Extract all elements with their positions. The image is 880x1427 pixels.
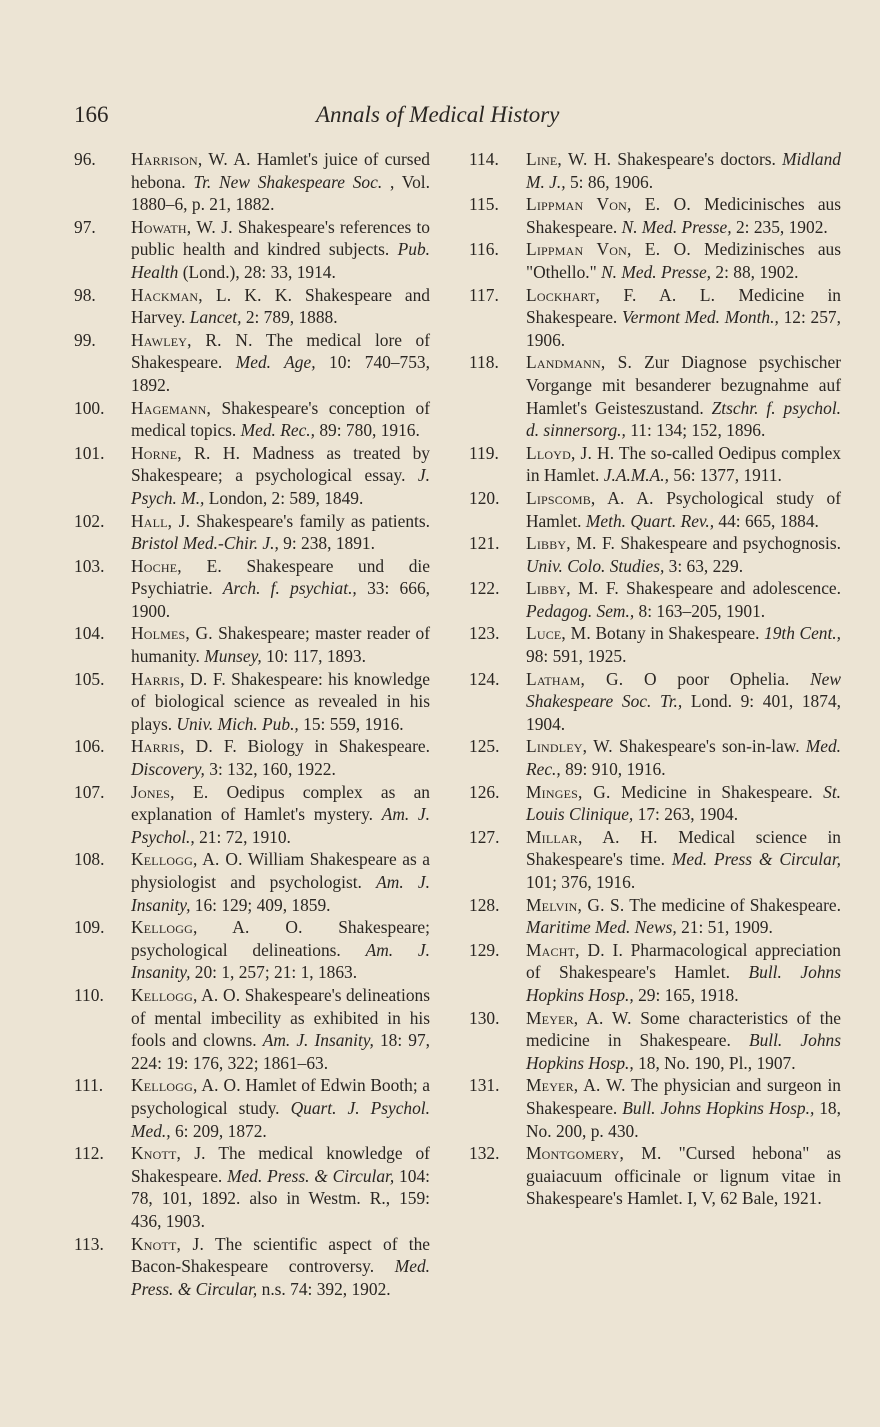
reference-journal: Med. Press & Circular, [671,849,842,870]
reference-author: Meyer, A. W. [526,1075,626,1096]
reference-number: 114. [469,149,499,169]
reference-author: Hoche, E. [131,555,222,576]
reference-entry [469,193,841,238]
reference-details: , Vol. 1880–6, p. 21, 1882. [131,171,430,215]
reference-journal: J.A.M.A., [603,465,669,486]
reference-title: Medicine in Shakespeare. [621,781,813,802]
reference-details: 2: 789, 1888. [245,307,338,328]
reference-journal: New Shakespeare Soc. Tr., [526,668,841,712]
reference-journal: Pub. Health [131,239,430,282]
reference-entry [74,1142,430,1232]
reference-author: Harrison, W. A. [131,149,251,169]
reference-title: Medical science in Shakespeare's time. [526,826,841,870]
reference-title: Shakespeare; master reader of humanity. [131,623,430,667]
reference-author: Horne, R. H. [131,442,241,463]
running-title: Annals of Medical History [316,102,560,127]
reference-entry [74,668,430,736]
reference-title: Medicine in Shakespeare. [526,284,841,328]
reference-number: 127. [469,826,500,847]
reference-number: 108. [74,849,105,870]
reference-author: Kellogg, A. O. [131,984,241,1005]
reference-author: Landmann, S. [526,352,633,373]
reference-author: Lippman Von, E. O. [526,239,691,260]
reference-author: Lipscomb, A. A. [526,487,654,508]
reference-author: Knott, J. [131,1143,206,1164]
reference-author: Luce, M. [526,623,591,644]
reference-journal: Med. Rec., [526,736,841,780]
reference-author: Melvin, G. S. [526,894,625,915]
reference-author: Hall, J. [131,510,191,531]
reference-journal: Univ. Colo. Studies, [526,555,665,576]
reference-number: 130. [469,1007,500,1028]
reference-number: 110. [74,984,104,1005]
reference-details: London, 2: 589, 1849. [208,487,364,508]
reference-title: Shakespeare's son-in-law. [619,736,800,757]
reference-title: The so-called Oedipus complex in Hamlet. [526,442,841,486]
reference-author: Lloyd, J. H. [526,442,615,463]
reference-author: Latham, G. [526,668,624,689]
reference-details: 16: 129; 409, 1859. [194,894,331,915]
reference-entry [469,1007,841,1075]
reference-journal: N. Med. Presse, [621,216,732,237]
reference-entry [74,148,430,216]
reference-number: 122. [469,578,500,599]
reference-entry [469,442,841,487]
reference-details: 12: 257, 1906. [526,307,841,350]
reference-details: 56: 1377, 1911. [673,465,782,486]
reference-entry [469,668,841,736]
reference-title: Biology in Shakespeare. [247,736,430,757]
reference-number: 112. [74,1143,104,1164]
reference-journal: Munsey, [204,646,262,667]
reference-entry [74,510,430,555]
reference-entry [74,1233,430,1301]
reference-author: Minges, G. [526,781,611,802]
reference-details: 10: 740–753, 1892. [131,352,430,395]
reference-number: 103. [74,555,105,576]
reference-details: 2: 88, 1902. [715,261,799,282]
reference-title: Shakespeare's family as patients. [196,510,430,531]
reference-details: 9: 238, 1891. [283,533,375,554]
reference-journal: 19th Cent., [764,623,842,644]
reference-number: 125. [469,736,500,757]
reference-number: 101. [74,442,105,463]
right-column [469,148,841,1210]
reference-entry [74,916,430,984]
reference-number: 131. [469,1075,500,1096]
reference-details: 11: 134; 152, 1896. [630,420,766,441]
reference-author: Lippman Von, E. O. [526,194,691,215]
reference-number: 106. [74,736,105,757]
reference-details: 5: 86, 1906. [569,171,654,192]
reference-author: Millar, A. H. [526,826,658,847]
reference-author: Kellogg, A. O. [131,849,243,870]
reference-details: 104: 78, 101, 1892. also in Westm. R., 159: 436, 1903. [131,1165,430,1231]
reference-journal: St. Louis Clinique, [526,781,842,825]
reference-number: 104. [74,623,105,644]
reference-title: Pharmacological appreciation of Shakespeare's Hamlet. [526,939,841,983]
reference-entry [74,284,430,329]
reference-entry [74,622,430,667]
reference-entry [469,1142,841,1210]
reference-journal: Tr. New Shakespeare Soc. [193,171,383,192]
reference-details: 98: 591, 1925. [526,646,627,667]
reference-number: 119. [469,442,499,463]
reference-journal: Am. J. Insanity, [131,872,430,915]
reference-number: 123. [469,623,500,644]
reference-entry [74,397,430,442]
reference-journal: Bull. Johns Hopkins Hosp., [526,962,841,1005]
reference-number: 120. [469,487,500,508]
reference-entry [469,487,841,532]
reference-author: Meyer, A. W. [526,1007,632,1028]
reference-details: 89: 780, 1916. [319,420,420,441]
reference-number: 113. [74,1233,104,1254]
reference-title: "Cursed hebona" as guaiacuum officinale or lignum vitae in Shakespeare's Hamlet. [526,1143,841,1209]
reference-details: 18, No. 190, Pl., 1907. [638,1052,796,1073]
reference-journal: Lancet, [189,307,242,328]
reference-details: 89: 910, 1916. [565,759,666,780]
reference-journal: Meth. Quart. Rev., [585,510,715,531]
reference-number: 99. [74,329,96,350]
reference-title: Some characteristics of the medicine in Shakespeare. [526,1007,841,1051]
reference-details: 3: 63, 229. [668,555,744,576]
reference-journal: J. Psych. M., [131,465,430,508]
reference-title: Shakespeare and adolescence. [626,578,841,599]
reference-entry [469,1074,841,1142]
reference-journal: Bristol Med.-Chir. J., [131,533,279,554]
reference-entry [74,216,430,284]
reference-details: 3: 132, 160, 1922. [209,759,336,780]
reference-title: Oedipus complex as an explanation of Hamlet's mystery. [131,781,430,825]
reference-entry [469,577,841,622]
reference-journal: Am. J. Insanity, [131,939,430,983]
reference-details: 6: 209, 1872. [174,1120,267,1141]
reference-author: Libby, M. F. [526,578,619,599]
reference-entry [469,148,841,193]
reference-entry [469,351,841,441]
reference-journal: Midland M. J., [526,149,841,192]
reference-author: Hackman, L. K. K. [131,284,293,305]
reference-author: Macht, D. I. [526,939,624,960]
reference-details: Lond. 9: 401, 1874, 1904. [526,691,841,734]
reference-journal: Arch. f. psychiat., [222,578,357,599]
reference-details: 33: 666, 1900. [131,578,430,621]
reference-journal: Univ. Mich. Pub., [176,713,299,734]
reference-journal: Med. Age, [235,352,316,373]
reference-entry [74,329,430,397]
reference-details: I, V, 62 Bale, 1921. [687,1188,822,1209]
reference-author: Howath, W. J. [131,216,233,237]
reference-entry [74,848,430,916]
reference-journal: Med. Press. & Circular, [227,1165,395,1186]
reference-journal: N. Med. Presse, [601,261,712,282]
reference-details: 17: 263, 1904. [637,804,739,825]
reference-title: The medical knowledge of Shakespeare. [131,1143,430,1186]
reference-title: Medicinisches aus Shakespeare. [526,194,842,237]
reference-title: The physician and surgeon in Shakespeare. [526,1075,841,1118]
reference-number: 121. [469,533,500,554]
reference-author: Harris, D. F. [131,736,237,757]
reference-journal: Med. Rec., [240,420,315,441]
reference-entry [469,826,841,894]
reference-journal: Maritime Med. News, [526,917,677,938]
reference-number: 107. [74,781,105,802]
reference-entry [469,735,841,780]
reference-number: 129. [469,939,500,960]
reference-author: Jones, E. [131,781,209,802]
reference-title: The scientific aspect of the Bacon-Shakespeare controversy. [131,1233,430,1277]
reference-number: 105. [74,668,105,689]
reference-entry [469,781,841,826]
reference-details: 18, No. 200, p. 430. [526,1097,841,1141]
reference-title: Madness as treated by Shakespeare; a psychological essay. [131,442,430,486]
reference-author: Line, W. H. [526,149,612,169]
reference-entry [469,284,841,352]
reference-number: 116. [469,239,499,260]
reference-title: Shakespeare und die Psychiatrie. [131,555,430,599]
reference-title: Shakespeare's doctors. [617,149,776,169]
reference-author: Hawley, R. N. [131,329,253,350]
reference-details: 20: 1, 257; 21: 1, 1863. [194,962,358,983]
reference-title: Psychological study of Hamlet. [526,487,842,531]
reference-number: 115. [469,194,499,215]
reference-title: Shakespeare: his knowledge of biological science as revealed in his plays. [131,668,430,734]
reference-number: 132. [469,1143,500,1164]
reference-number: 117. [469,284,499,305]
reference-title: Medizinisches aus "Othello." [526,239,842,282]
reference-number: 126. [469,781,500,802]
reference-journal: Am. J. Psychol., [131,804,430,847]
reference-entry [74,735,430,780]
reference-entry [469,238,841,283]
reference-number: 100. [74,397,105,418]
reference-entry [469,532,841,577]
reference-title: Shakespeare's conception of medical topics. [131,397,430,441]
reference-title: Hamlet's juice of cursed hebona. [131,149,430,192]
reference-title: Shakespeare; psychological delineations. [131,917,430,960]
reference-title: William Shakespeare as a physiologist and psychologist. [131,849,430,892]
reference-details: 44: 665, 1884. [718,510,819,531]
reference-number: 109. [74,917,105,938]
reference-title: Shakespeare and Harvey. [131,284,430,328]
reference-author: Holmes, G. [131,623,213,644]
reference-details: (Lond.), 28: 33, 1914. [182,261,336,282]
reference-journal: Med. Press. & Circular, [131,1256,430,1299]
reference-details: 18: 97, 224: 19: 176, 322; 1861–63. [131,1030,430,1073]
reference-number: 102. [74,510,105,531]
reference-number: 97. [74,216,96,237]
reference-journal: Bull. Johns Hopkins Hosp., [622,1097,815,1118]
reference-journal: Bull. Johns Hopkins Hosp., [526,1030,841,1073]
reference-title: The medical lore of Shakespeare. [131,329,430,373]
reference-details: 21: 72, 1910. [199,826,291,847]
reference-journal: Pedagog. Sem., [526,600,635,621]
reference-author: Lockhart, F. A. L. [526,284,716,305]
reference-title: Shakespeare and psychognosis. [620,533,841,554]
reference-entry [74,1074,430,1142]
reference-number: 128. [469,894,500,915]
reference-journal: Discovery, [131,759,205,780]
page-header [74,100,634,134]
reference-entry [74,984,430,1074]
reference-author: Lindley, W. [526,736,613,757]
reference-author: Kellogg, A. O. [131,1075,241,1096]
reference-details: 10: 117, 1893. [266,646,366,667]
reference-details: 21: 51, 1909. [681,917,773,938]
reference-entry [74,555,430,623]
reference-author: Libby, M. F. [526,533,616,554]
reference-number: 96. [74,149,96,169]
reference-number: 124. [469,668,500,689]
reference-title: Botany in Shakespeare. [595,623,760,644]
reference-journal: Am. J. Insanity, [262,1030,374,1051]
reference-author: Knott, J. [131,1233,205,1254]
page-number: 166 [74,102,109,127]
reference-title: Hamlet of Edwin Booth; a psychological study. [131,1075,430,1118]
reference-title: Shakespeare's delineations of mental imbecility as exhibited in his fools and clowns. [131,984,430,1051]
reference-journal: Ztschr. f. psychol. d. sinnersorg., [526,397,841,441]
left-column [74,148,430,1300]
reference-entry [469,622,841,667]
reference-details: 8: 163–205, 1901. [638,600,766,621]
reference-number: 98. [74,284,96,305]
reference-title: Zur Diagnose psychischer Vorgange mit besanderer bezugnahme auf Hamlet's Geisteszustand. [526,352,841,418]
reference-journal: Quart. J. Psychol. Med., [131,1097,430,1141]
reference-author: Hagemann, [131,397,212,418]
reference-journal: Vermont Med. Month., [622,307,779,328]
reference-entry [74,781,430,849]
reference-title: O poor Ophelia. [644,668,790,689]
reference-number: 118. [469,352,499,373]
reference-details: 15: 559, 1916. [303,713,404,734]
reference-details: 2: 235, 1902. [735,216,828,237]
reference-author: Harris, D. F. [131,668,226,689]
reference-author: Montgomery, M. [526,1143,662,1164]
reference-title: The medicine of Shakespeare. [629,894,841,915]
reference-author: Kellogg, A. O. [131,917,303,938]
reference-number: 111. [74,1075,104,1096]
reference-details: 29: 165, 1918. [638,984,739,1005]
reference-title: Shakespeare's references to public health and kindred subjects. [131,216,430,260]
reference-details: n.s. 74: 392, 1902. [261,1278,391,1299]
reference-details: 101; 376, 1916. [526,872,636,892]
reference-entry [469,894,841,939]
reference-entry [74,442,430,510]
reference-entry [469,939,841,1007]
